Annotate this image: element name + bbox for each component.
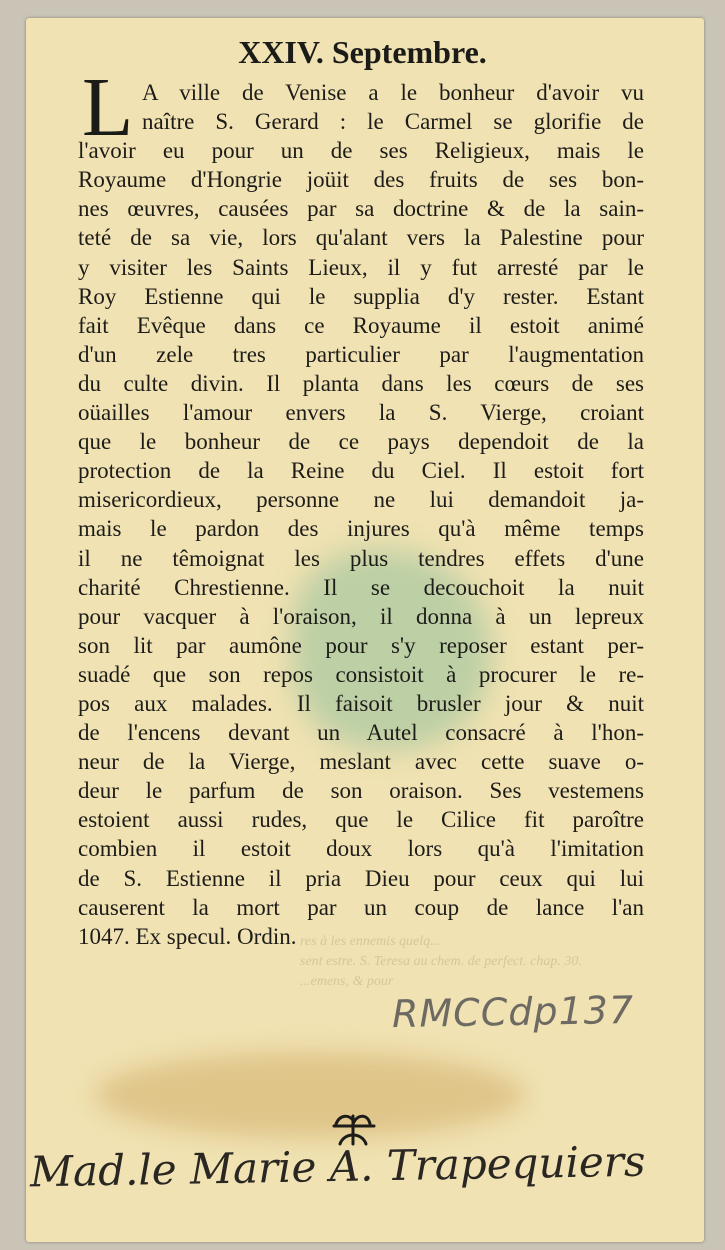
body-line: combien il estoit doux lors qu'à l'imitation — [78, 836, 644, 862]
body-text — [78, 78, 644, 951]
drop-cap: L — [82, 61, 134, 154]
body-line: deur le parfum de son oraison. Ses vestemens — [78, 778, 644, 804]
body-line: teté de sa vie, lors qu'alant vers la Palestine pour — [78, 225, 644, 251]
body-line: Royaume d'Hongrie joüit des fruits de ses bon- — [78, 167, 644, 193]
bleed-through-line: sent estre. S. Teresa au chem. de perfect. chap. 30. — [300, 954, 582, 969]
bleed-through-text — [300, 932, 660, 992]
bleed-through-line: res à les ennemis quelq... — [300, 934, 441, 949]
body-line: Roy Estienne qui le supplia d'y rester. Estant — [78, 283, 644, 309]
body-line: charité Chrestienne. Il se decouchoit la nuit — [78, 574, 644, 600]
body-line: nes œuvres, causées par sa doctrine & de la sain- — [78, 196, 644, 222]
body-line: protection de la Reine du Ciel. Il estoit fort — [78, 458, 644, 484]
body-line-final: 1047. Ex specul. Ordin. — [78, 923, 297, 949]
body-line: misericordieux, personne ne lui demandoit ja- — [78, 487, 644, 513]
catalog-number: RMCCdp137 — [391, 987, 635, 1037]
body-line: fait Evêque dans ce Royaume il estoit animé — [78, 312, 644, 338]
body-line: neur de la Vierge, meslant avec cette suave o- — [78, 749, 644, 775]
body-line: pos aux malades. Il faisoit brusler jour & nuit — [78, 690, 644, 716]
body-line: y visiter les Saints Lieux, il y fut arresté par le — [78, 254, 644, 280]
body-line: suadé que son repos consistoit à procurer le re- — [78, 661, 644, 687]
bleed-through-line: ...emens, & pour — [300, 974, 394, 989]
body-line: naître S. Gerard : le Carmel se glorifie de — [142, 109, 644, 135]
body-line: oüailles l'amour envers la S. Vierge, croiant — [78, 400, 644, 426]
owner-inscription: Mad.le Marie A. Trapequiers — [29, 1136, 646, 1197]
body-line: son lit par aumône pour s'y reposer estant per- — [78, 632, 644, 658]
body-line: l'avoir eu pour un de ses Religieux, mais le — [78, 138, 644, 164]
body-line: de S. Estienne il pria Dieu pour ceux qui lui — [78, 865, 644, 891]
body-line: A ville de Venise a le bonheur d'avoir vu — [142, 80, 644, 105]
body-line: il ne têmoignat les plus tendres effets d'une — [78, 545, 644, 571]
body-line: estoient aussi rudes, que le Cilice fit paroître — [78, 807, 644, 833]
body-line: causerent la mort par un coup de lance l'an — [78, 894, 644, 920]
body-line: pour vacquer à l'oraison, il donna à un lepreux — [78, 603, 644, 629]
body-line: d'un zele tres particulier par l'augmentation — [78, 341, 644, 367]
body-line: du culte divin. Il planta dans les cœurs de ses — [78, 370, 644, 396]
body-line: que le bonheur de ce pays dependoit de la — [78, 429, 644, 455]
page-title: XXIV. Septembre. — [238, 34, 487, 70]
brown-stain — [95, 1052, 525, 1138]
body-line: mais le pardon des injures qu'à même temps — [78, 516, 644, 542]
body-line: de l'encens devant un Autel consacré à l'hon- — [78, 720, 644, 746]
